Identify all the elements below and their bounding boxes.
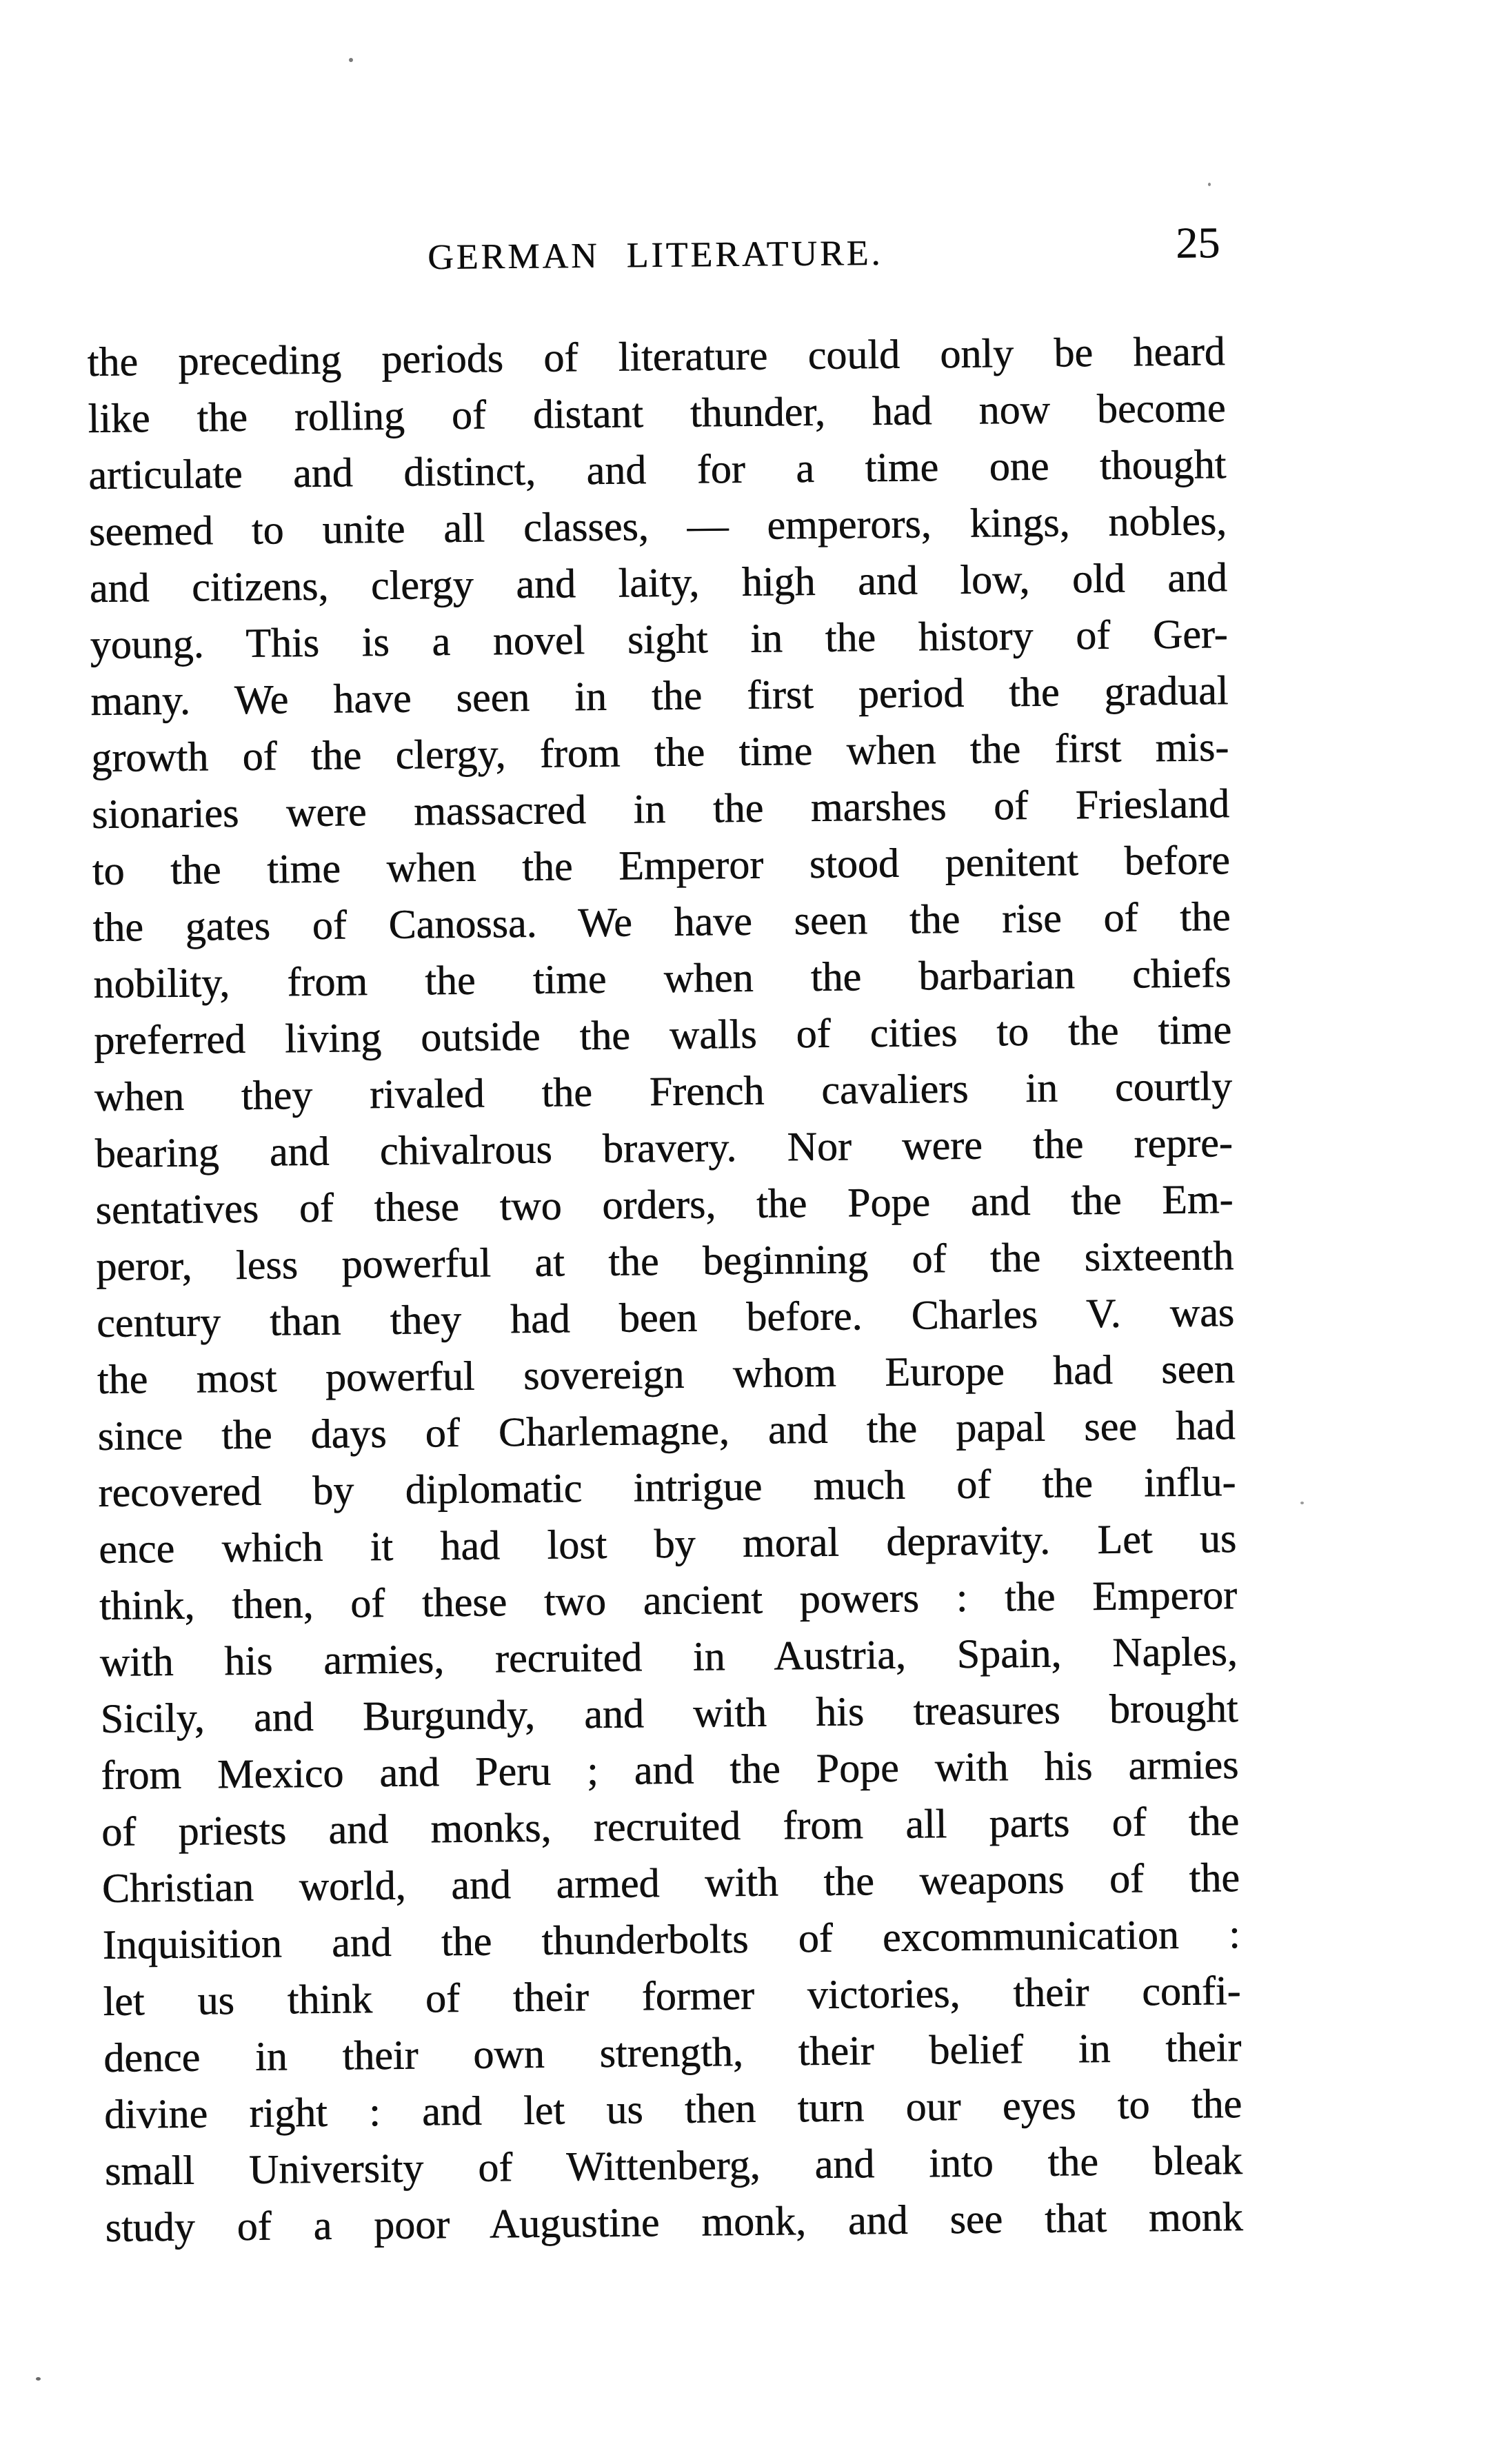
text-line: seemed to unite all classes, — emperors, kings, nobles,: [88, 498, 1227, 554]
running-header: [86, 218, 1225, 288]
text-line: sentatives of these two orders, the Pope and the Em-: [95, 1176, 1234, 1233]
text-line: peror, less powerful at the beginning of the sixteenth: [96, 1233, 1234, 1289]
text-line: young. This is a novel sight in the history of Ger-: [90, 611, 1228, 667]
text-line: dence in their own strength, their belief in their: [103, 2023, 1242, 2081]
text-line: growth of the clergy, from the time when the first mis-: [90, 724, 1229, 780]
text-line: let us think of their former victories, their confi-: [103, 1967, 1241, 2024]
page-body: [87, 323, 1243, 2256]
text-line: recovered by diplomatic intrigue much of the influ-: [98, 1458, 1236, 1515]
text-line: century than they had been before. Charles V. was: [96, 1289, 1235, 1346]
text-line: many. We have seen in the first period the gradual: [90, 667, 1229, 724]
text-line: small University of Wittenberg, and into the bleak: [104, 2137, 1243, 2194]
scan-speck: [36, 2377, 41, 2381]
text-line: when they rivaled the French cavaliers in courtly: [94, 1063, 1233, 1120]
text-line: articulate and distinct, and for a time one thought: [88, 441, 1227, 498]
scan-speck: [1300, 1502, 1304, 1504]
page-content: [86, 218, 1243, 2256]
text-line: Sicily, and Burgundy, and with his treasures brought: [100, 1684, 1238, 1741]
text-line: with his armies, recruited in Austria, Spain, Naples,: [99, 1628, 1238, 1685]
text-line: ence which it had lost by moral depravity. Let us: [98, 1515, 1237, 1572]
text-line: the gates of Canossa. We have seen the rise of the: [92, 893, 1231, 950]
text-line: like the rolling of distant thunder, had now become: [88, 385, 1226, 441]
text-line: divine right : and let us then turn our eyes to the: [103, 2080, 1242, 2137]
text-line: since the days of Charlemagne, and the papal see had: [97, 1402, 1236, 1459]
page-number: 25: [1175, 218, 1220, 267]
text-line: Christian world, and armed with the weapons of the: [101, 1854, 1240, 1911]
scan-speck: [1208, 183, 1211, 186]
text-line: to the time when the Emperor stood penitent before: [92, 837, 1231, 893]
scan-speck: [349, 58, 353, 62]
text-line: preferred living outside the walls of cities to the time: [93, 1007, 1232, 1063]
text-line: from Mexico and Peru ; and the Pope with his armies: [101, 1741, 1239, 1798]
text-line: of priests and monks, recruited from all parts of the: [101, 1797, 1240, 1855]
text-line: and citizens, clergy and laity, high and low, old and: [89, 554, 1228, 611]
text-line: Inquisition and the thunderbolts of excommunication :: [102, 1910, 1241, 1968]
text-line: sionaries were massacred in the marshes of Friesland: [91, 780, 1230, 837]
text-line: the preceding periods of literature could only be heard: [87, 328, 1225, 385]
text-line: study of a poor Augustine monk, and see that monk: [105, 2193, 1243, 2250]
running-header-title: GERMAN LITERATURE.: [427, 233, 883, 278]
text-line: nobility, from the time when the barbarian chiefs: [93, 950, 1231, 1007]
text-line: bearing and chivalrous bravery. Nor were the repre-: [94, 1120, 1233, 1176]
text-line: think, then, of these two ancient powers : the Emperor: [99, 1571, 1238, 1628]
text-line: the most powerful sovereign whom Europe had seen: [97, 1346, 1236, 1402]
